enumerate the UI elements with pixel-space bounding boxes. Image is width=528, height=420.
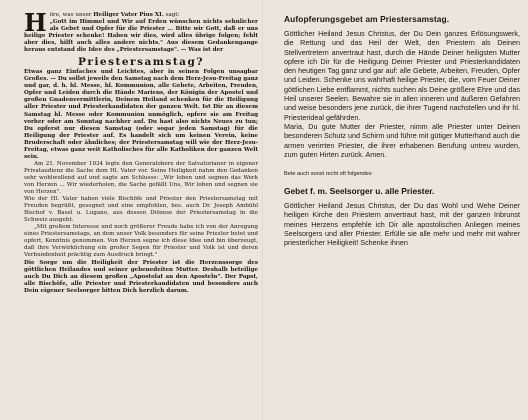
explanation-paragraph: Etwas ganz Einfaches und Leichtes, aber in seinen Folgen unsagbar Großes. — Du sollst jeweils den Samstag nach dem Herz-Jesu-Freitag ganz und gar, d. h. hl. Messe, hl. Kommunion, alle Gebete, Arbeiten, Freuden, Opfer und Leiden durch die Hände Mariens, der Königin der Apostel und großen Gnadenvermittlerin, Deinem Heiland schenken für die Heiligung aller Priester und Priesterkandidaten der ganzen Welt. Ist Dir an diesem Samstag hl. Messe oder Kommunion unmöglich, opfere sie am Freitag vorher oder am Sonntag nachher auf. Du hast also nichts Neues zu tun; Du opferst nur diesen Samstag (oder sogar jeden Samstag) für die Heiligung der Priester auf. Es handelt sich um keinen Verein, keine Bruderschaft oder ähnliches; der Priestersamstag will wie der Herz-Jesu-Freitag, etwas ganz weit Katholisches für alle Katholiken der ganzen Welt sein.: [24, 69, 258, 160]
prayer-heading-2: Gebet f. m. Seelsorger u. alle Priester.: [284, 186, 435, 197]
audience-paragraph: Am 21. November 1934 legte den Generalobere der Salvatorianer in eigener Privataudienz die Sache dem Hl. Vater vor. Seine Heiligkeit nahm den Gedanken sehr wohlwollend auf und sagte am Schlusse: „Wir loben und segnen das Werk von Herzen ... Wir wiederholen, die Sache gefällt Uns, Wir loben und segnen sie von Herzen".: [24, 160, 258, 196]
drop-cap: H: [24, 8, 47, 37]
bishop-quote: „Mit großem Interesse und noch größerer Freude habe ich von der Anregung eines Priestersamstags, an dem unser Volk besonders für seine Priester betet und opfert, Kenntnis genommen. Von Herzen segne ich diese Idee und bin überzeugt, daß ihre Verwirklichung ein großer Segen für Priester und Volk ist und deren Verbundenheit prächtig zum Ausdruck bringt.": [24, 224, 258, 259]
offering-prayer: Göttlicher Heiland Jesus Christus, der Du Dein ganzes Erlösungswerk, die Rettung und das Heil der Welt, den Priestern als Deinen Stellvertretern anvertraut hast, durch die Hände Deiner heiligsten Mutter opfere ich Dir für die Heiligung Deiner Priester und Priesterkandidaten den heutigen Tag ganz und gar auf: alle Gebete, Arbeiten, Freuden, Opfer und Leiden. Schenke uns wahrhaft heilige Priester, die, vom Feuer Deiner göttlichen Liebe entflammt, nichts suchen als Deine größere Ehre und das Heil unserer Seelen. Bewahre sie in allen inneren und äußeren Gefahren und weise besonders jene zurück, die ihrer Tugend nachstellen und ihr hl. Priesterideal gefährden.: [284, 29, 520, 122]
prayer-heading-1: Aufopferungsgebet am Priestersamstag.: [284, 14, 450, 24]
section-title: Priestersamstag?: [78, 56, 204, 69]
bishops-paragraph: Wie der Hl. Vater haben viele Bischöfe und Priester den Priestersamstag mit Freuden begrüßt, gesegnet und eine empfohlen, bes. auch Dr. Joseph Ambühl Bischof v. Basel u. Lugano, aus dessen Diözese der Priestersamstag in die Schweiz ausgeht.: [24, 196, 258, 224]
mary-prayer: Maria, Du gute Mutter der Priester, nimm alle Priester unter Deinen besonderen Schutz und Schirm und führe mit gütiger Mutterhand auch die armen verirrten Priester, die ihrer erhabenen Berufung untreu wurden, zum guten Hirten zurück. Amen.: [284, 121, 520, 159]
pope-name: Heiliger Vater Pius XI.: [93, 12, 164, 18]
pope-quote: „Gott im Himmel und Wir auf Erden wünschen nichts sehnlicher als Gebet und Opfer für die Priester ... Bitte wir Gott, daß er uns heilige Priester schenke! Haben wir dies, wird alles übrige folgen; fehlt aber dies, hilft auch alles andere nichts." Aus diesem Gedankengange heraus entstand die Idee des „Priestersamstags". — Was ist der: [24, 19, 258, 54]
closing-paragraph: Die Sorge um die Heiligkeit der Priester ist die Herzenssorge des göttlichen Heilandes und seiner gebenedeiten Mutter. Deshalb beteilige auch Du Dich an diesem großen „Apostolat an den Apostelnˮ. Der Papst, alle Bischöfe, alle Priester und Priesterkandidaten und besonders auch Dein eigener Seelsorger bitten Dich herzlich darum.: [24, 259, 258, 294]
pastor-prayer: Göttlicher Heiland Jesus Christus, der Du das Wohl und Wehe Deiner heiligen Kirche den Priestern anvertraut hast, mit der ganzen Inbrunst meines Herzens empfehle ich Dir alle apostolischen Anliegen meines Seelsorgers und aller Priester. Erfülle sie alle mehr und mehr mit wahrer priesterlicher Heiligkeit! Schenke ihnen: [284, 201, 520, 248]
instruction-note: Bete auch sonst recht oft folgendes: [284, 171, 372, 178]
intro-paragraph: Höre, was unser Heiliger Vater Pius XI. sagt:: [24, 8, 180, 37]
right-page: [264, 0, 528, 420]
